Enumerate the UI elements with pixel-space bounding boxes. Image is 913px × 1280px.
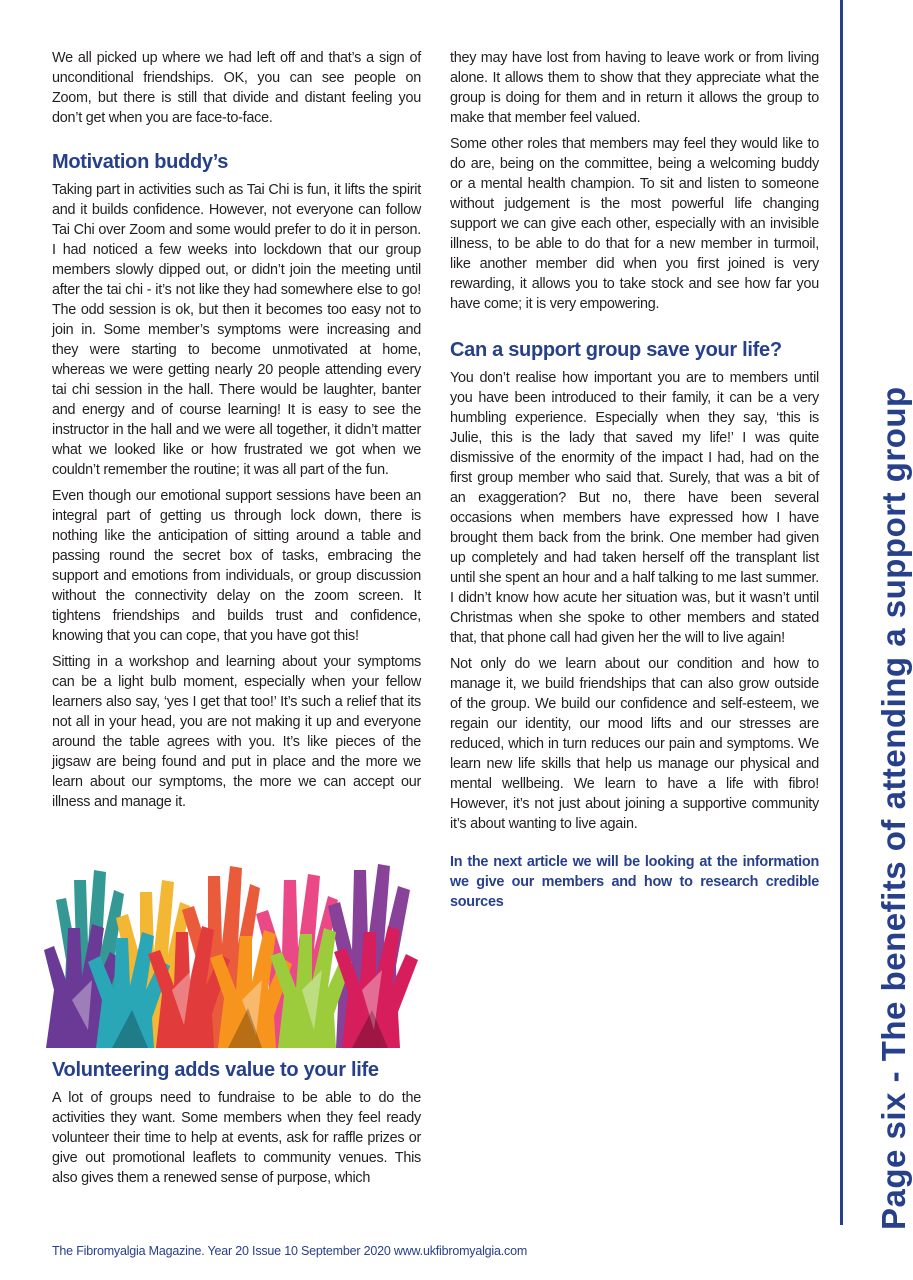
- side-rule: [840, 0, 843, 1225]
- motivation-heading: Motivation buddy’s: [52, 151, 229, 173]
- support-heading: Can a support group save your life?: [450, 339, 782, 361]
- left-column: [52, 48, 421, 1194]
- motivation-paragraph-2: Even though our emotional support sessions have been an integral part of getting us through lock down, there is nothing like the anticipation of sitting around a table and passing round the secret box of tasks, embracing the support and emotions from individuals, or group discussion without the connectivity delay on the zoom screen. It tightens friendships and builds trust and confidence, knowing that you can cope, that you have got this!: [52, 488, 421, 644]
- raised-hands-illustration: [52, 840, 421, 1048]
- support-paragraph-2: Not only do we learn about our condition and how to manage it, we build friendships that can also grow outside of the group. We build our confidence and self-esteem, we regain our identity, our mood lifts and our stresses are reduced, which in turn reduces our pain and symptoms. We learn new life skills that help us manage our physical and mental wellbeing. We learn to have a life with fibro! However, it’s not just about joining a supportive community it’s about wanting to live again.: [450, 656, 819, 832]
- motivation-paragraph-1: Taking part in activities such as Tai Chi is fun, it lifts the spirit and it builds confidence. However, not everyone can follow Tai Chi over Zoom and some would prefer to do it in person. I had noticed a few weeks into lockdown that our group members slowly dipped out, or didn’t join the meeting until after the tai chi - it’s not like they had somewhere else to go! The odd session is ok, but then it becomes too easy not to join in. Some member’s symptoms were increasing and they were starting to become unmotivated at home, whereas we were getting nearly 20 people attending every tai chi session in the hall. There would be laughter, banter and energy and of course learning! It is easy to see the instructor in the hall and we were all together, it didn’t matter what we looked like or how frustrated we got when we couldn’t remember the routine; it was all part of the fun.: [52, 182, 421, 478]
- motivation-paragraph-3: Sitting in a workshop and learning about your symptoms can be a light bulb moment, especially when your fellow learners also say, ‘yes I get that too!’ It’s such a relief that its not all in your head, you are not making it up and everyone around the table agrees with you. It’s like pieces of the jigsaw are being found and put in place and the more we learn about our symptoms, the more we can accept our illness and manage it.: [52, 654, 421, 810]
- continuation-paragraph: they may have lost from having to leave work or from living alone. It allows them to show that they appreciate what the group is doing for them and in return it allows the group to make that member feel valued.: [450, 50, 819, 126]
- volunteering-paragraph: A lot of groups need to fundraise to be able to do the activities they want. Some members when they feel ready volunteer their time to help at events, ask for raffle prizes or give out promotional leaflets to community venues. This also gives them a renewed sense of purpose, which: [52, 1090, 421, 1186]
- next-article-note: In the next article we will be looking at the information we give our members and how to research credible sources: [450, 854, 819, 910]
- roles-paragraph: Some other roles that members may feel they would like to do are, being on the committee, being a welcoming buddy or a mental health champion. To sit and listen to someone without judgement is the most powerful life changing support we can give each other, especially with an invisible illness, to be able to do that for a new member in turmoil, like another member did when you first joined is very rewarding, it allows you to take stock and see how far you have come; it is very empowering.: [450, 136, 819, 312]
- right-column: [450, 48, 819, 912]
- side-page-title: Page six - The benefits of attending a support group: [875, 386, 912, 1230]
- magazine-footer: The Fibromyalgia Magazine. Year 20 Issue 10 September 2020 www.ukfibromyalgia.com: [52, 1244, 528, 1258]
- intro-paragraph: We all picked up where we had left off and that’s a sign of unconditional friendships. OK, you can see people on Zoom, but there is still that divide and distant feeling you don’t get when you are face-to-face.: [52, 50, 421, 126]
- volunteering-heading: Volunteering adds value to your life: [52, 1059, 379, 1081]
- support-paragraph-1: You don’t realise how important you are to members until you have been introduced to their family, it can be a very humbling experience. Especially when they say, ‘this is Julie, this is the lady that saved my life!’ I was quite dismissive of the enormity of the impact I had, had on the first group member who said that. Surely, that was a bit of an exaggeration? But no, there have been several occasions when members have expressed how I have brought them back from the brink. One member had given up completely and had taken herself off the transplant list until she spent an hour and a half talking to me last summer. I didn’t know how acute her situation was, but it wasn’t until Christmas when she spoke to other members and stated that, that phone call had given her the will to live again!: [450, 370, 819, 646]
